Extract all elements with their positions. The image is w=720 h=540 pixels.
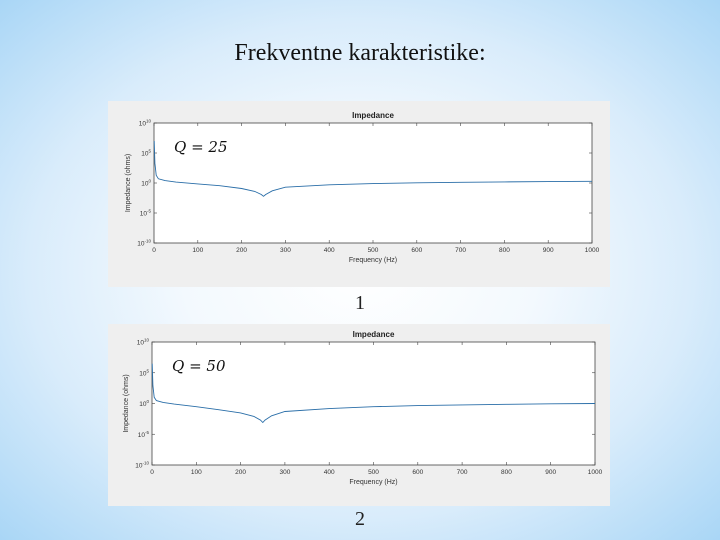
figure-caption-1: 1: [355, 292, 365, 314]
y-tick-label: $10^{10}$: [136, 337, 149, 347]
x-tick-label: 800: [500, 469, 512, 476]
impedance-chart-2: [108, 324, 610, 506]
impedance-figure-1: [108, 101, 610, 287]
q-annotation: Q = 50: [172, 357, 226, 375]
x-tick-label: 400: [323, 247, 335, 254]
y-tick-label: $10^5$: [139, 368, 149, 378]
x-tick-label: 700: [456, 469, 468, 476]
slide-title: Frekventne karakteristike:: [234, 40, 486, 66]
x-tick-label: 900: [545, 469, 557, 476]
x-tick-label: 400: [323, 469, 335, 476]
y-tick-label: $10^0$: [139, 399, 149, 408]
x-tick-label: 700: [455, 247, 467, 254]
y-tick-label: $10^{-5}$: [137, 429, 149, 439]
y-tick-label: $10^{10}$: [138, 118, 151, 128]
x-tick-label: 500: [367, 247, 379, 254]
x-tick-label: 600: [411, 247, 423, 254]
y-axis-label: Impedance (ohms): [123, 374, 130, 433]
x-axis-label: Frequency (Hz): [348, 257, 398, 264]
x-tick-label: 600: [412, 469, 424, 476]
y-tick-label: $10^{-10}$: [137, 238, 151, 248]
x-tick-label: 100: [190, 469, 202, 476]
x-tick-label: 200: [235, 469, 247, 476]
y-axis-label: Impedance (ohms): [125, 153, 132, 213]
figure-caption-2: 2: [355, 508, 365, 530]
x-tick-label: 300: [279, 469, 291, 476]
x-tick-label: 800: [498, 247, 510, 254]
x-tick-label: 200: [236, 247, 248, 254]
y-tick-label: $10^0$: [141, 178, 151, 188]
x-tick-label: 1000: [584, 247, 600, 254]
x-tick-label: 0: [152, 247, 156, 254]
chart-title: Impedance: [352, 330, 395, 339]
y-tick-label: $10^{-10}$: [135, 460, 149, 470]
q-annotation: Q = 25: [174, 138, 228, 156]
impedance-chart-1: [108, 101, 610, 287]
x-tick-label: 300: [279, 247, 291, 254]
x-tick-label: 0: [150, 469, 154, 476]
x-tick-label: 900: [542, 247, 554, 254]
x-tick-label: 100: [192, 247, 204, 254]
x-axis-label: Frequency (Hz): [349, 479, 398, 486]
impedance-figure-2: [108, 324, 610, 506]
y-tick-label: $10^5$: [141, 148, 151, 158]
chart-title: Impedance: [352, 111, 394, 120]
y-tick-label: $10^{-5}$: [139, 208, 151, 218]
x-tick-label: 500: [368, 469, 379, 476]
x-tick-label: 1000: [587, 469, 603, 476]
